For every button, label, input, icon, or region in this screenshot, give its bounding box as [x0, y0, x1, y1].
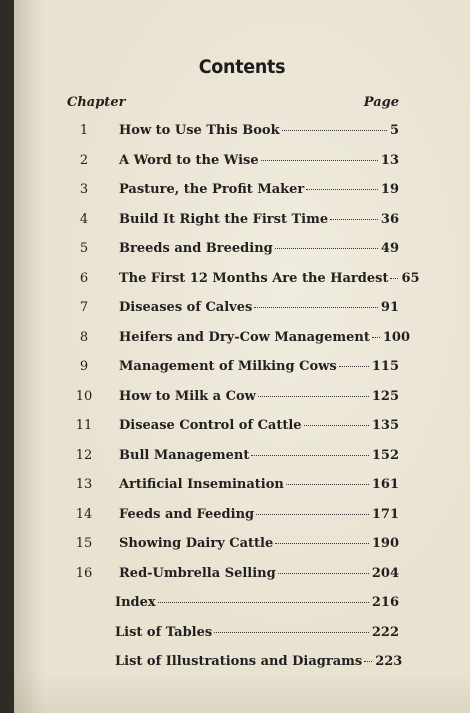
contents-entry [14, 293, 470, 323]
dot-leader [278, 573, 369, 574]
chapter-number: 15 [75, 536, 93, 552]
chapter-number: 11 [75, 418, 93, 434]
dot-leader [286, 484, 369, 485]
chapter-title: Diseases of Calves [119, 300, 253, 316]
contents-entry [14, 588, 470, 618]
dot-leader [214, 632, 369, 633]
contents-entry [14, 264, 470, 294]
page-number: 115 [371, 359, 399, 375]
dot-leader [256, 514, 369, 515]
chapter-number: 16 [75, 565, 93, 581]
contents-entry [14, 441, 470, 471]
section-title: List of Illustrations and Diagrams [115, 654, 363, 670]
contents-entry [14, 146, 470, 176]
chapter-number: 9 [79, 359, 89, 375]
dot-leader [330, 219, 378, 220]
contents-entry [14, 618, 470, 648]
contents-entry [14, 382, 470, 412]
page-number: 49 [380, 241, 399, 257]
chapter-title: Showing Dairy Cattle [119, 536, 274, 552]
page-number: 222 [371, 624, 399, 640]
page-number: 190 [371, 536, 399, 552]
chapter-number: 7 [79, 300, 89, 316]
contents-entry [14, 500, 470, 530]
chapter-number: 3 [79, 182, 89, 198]
chapter-title: Heifers and Dry-Cow Management [119, 329, 370, 345]
contents-entry [14, 234, 470, 264]
chapter-title: Disease Control of Cattle [119, 418, 302, 434]
chapter-title: Red-Umbrella Selling [119, 565, 276, 581]
chapter-number: 10 [75, 388, 93, 404]
chapter-number: 6 [79, 270, 89, 286]
dot-leader [306, 189, 378, 190]
chapter-title: Feeds and Feeding [119, 506, 255, 522]
page-number: 91 [380, 300, 399, 316]
dot-leader [275, 248, 378, 249]
dot-leader [251, 455, 368, 456]
contents-entry [14, 323, 470, 353]
chapter-number: 5 [79, 241, 89, 257]
chapter-title: Bull Management [119, 447, 250, 463]
chapter-title: Build It Right the First Time [119, 211, 329, 227]
dot-leader [261, 160, 378, 161]
contents-entry [14, 352, 470, 382]
page-number: 161 [371, 477, 399, 493]
book-page [14, 0, 470, 713]
chapter-number: 12 [75, 447, 93, 463]
dot-leader [364, 661, 372, 662]
contents-entry [14, 470, 470, 500]
page-number: 152 [371, 447, 399, 463]
dot-leader [275, 543, 369, 544]
page-number: 135 [371, 418, 399, 434]
dot-leader [304, 425, 369, 426]
page-number: 5 [389, 123, 399, 139]
chapter-number: 1 [79, 123, 89, 139]
chapter-title: Artificial Insemination [119, 477, 284, 493]
section-title: List of Tables [115, 624, 213, 640]
contents-list [14, 116, 470, 677]
chapter-title: How to Milk a Cow [119, 388, 256, 404]
contents-entry [14, 175, 470, 205]
page-number: 125 [371, 388, 399, 404]
dot-leader [339, 366, 369, 367]
chapter-number: 8 [79, 329, 89, 345]
chapter-number: 2 [79, 152, 89, 168]
contents-entry [14, 647, 470, 677]
page-number: 13 [380, 152, 399, 168]
page-number: 100 [382, 329, 411, 345]
page-title: Contents [198, 56, 286, 78]
dot-leader [158, 602, 369, 603]
page-number: 19 [380, 182, 399, 198]
chapter-title: Breeds and Breeding [119, 241, 273, 257]
contents-entry [14, 529, 470, 559]
dot-leader [372, 337, 380, 338]
chapter-title: How to Use This Book [119, 123, 280, 139]
dot-leader [282, 130, 387, 131]
page-number: 171 [371, 506, 399, 522]
chapter-number: 14 [75, 506, 93, 522]
page-number: 223 [375, 654, 403, 670]
chapter-title: A Word to the Wise [119, 152, 259, 168]
chapter-title: Pasture, the Profit Maker [119, 182, 305, 198]
chapter-title: The First 12 Months Are the Hardest [119, 270, 389, 286]
contents-entry [14, 559, 470, 589]
page-number: 65 [401, 270, 420, 286]
contents-entry [14, 411, 470, 441]
dot-leader [258, 396, 369, 397]
dot-leader [254, 307, 378, 308]
contents-entry [14, 205, 470, 235]
page-column-header: Page [363, 95, 399, 110]
contents-entry [14, 116, 470, 146]
section-title: Index [115, 595, 156, 611]
dot-leader [390, 278, 398, 279]
chapter-title: Management of Milking Cows [119, 359, 337, 375]
chapter-column-header: Chapter [67, 95, 126, 110]
chapter-number: 13 [75, 477, 93, 493]
page-number: 204 [371, 565, 399, 581]
chapter-number: 4 [79, 211, 89, 227]
page-number: 36 [380, 211, 399, 227]
page-number: 216 [371, 595, 399, 611]
